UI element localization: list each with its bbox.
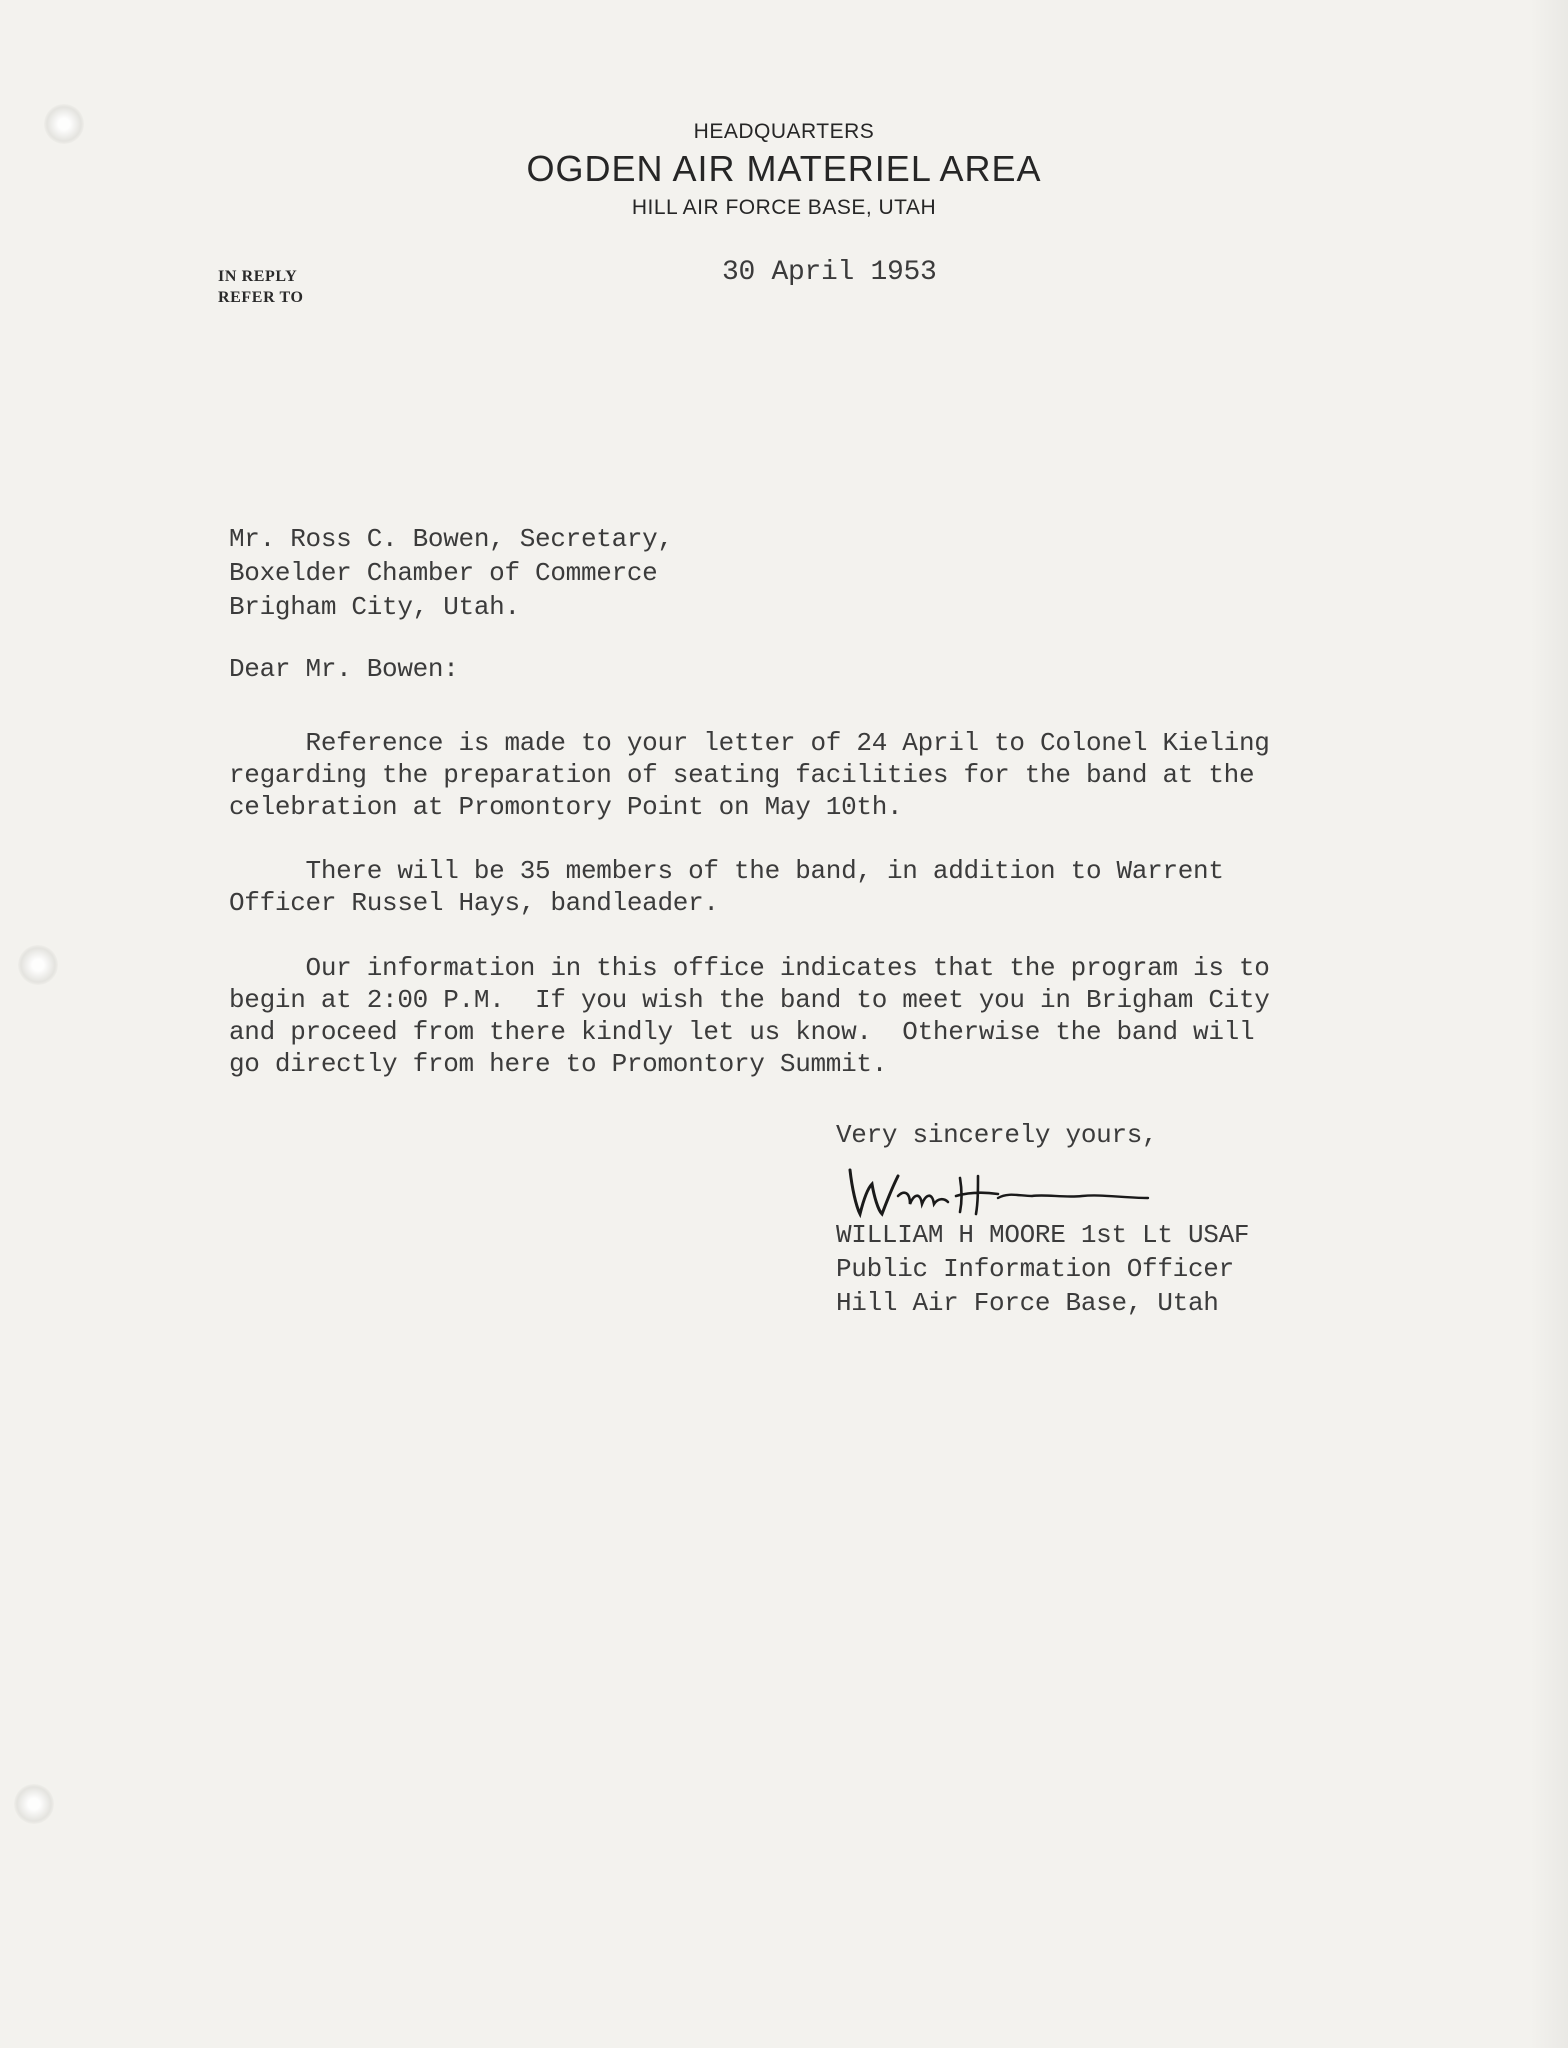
paragraph-line: and proceed from there kindly let us know. Otherwise the band will bbox=[229, 1017, 1255, 1047]
paragraph-2 bbox=[229, 855, 1224, 919]
letterhead-organization: OGDEN AIR MATERIEL AREA bbox=[526, 148, 1042, 189]
punch-mark bbox=[14, 1784, 54, 1824]
closing: Very sincerely yours, bbox=[836, 1120, 1158, 1150]
punch-mark bbox=[18, 945, 58, 985]
signature-block bbox=[836, 1218, 1249, 1320]
paragraph-line: Reference is made to your letter of 24 April to Colonel Kieling bbox=[229, 728, 1270, 758]
paragraph-3 bbox=[229, 952, 1270, 1080]
reply-line-1: IN REPLY bbox=[218, 268, 298, 285]
signer-title: Public Information Officer bbox=[836, 1254, 1234, 1284]
address-line: Mr. Ross C. Bowen, Secretary, bbox=[229, 524, 673, 554]
paragraph-line: Officer Russel Hays, bandleader. bbox=[229, 888, 719, 918]
reply-line-2: REFER TO bbox=[218, 289, 304, 306]
paragraph-line: begin at 2:00 P.M. If you wish the band to meet you in Brigham City bbox=[229, 985, 1270, 1015]
paragraph-line: There will be 35 members of the band, in addition to Warrent bbox=[229, 856, 1224, 886]
letterhead-headquarters: HEADQUARTERS bbox=[693, 120, 875, 143]
address-line: Boxelder Chamber of Commerce bbox=[229, 558, 658, 588]
paragraph-line: regarding the preparation of seating facilities for the band at the bbox=[229, 760, 1255, 790]
signer-name-rank: WILLIAM H MOORE 1st Lt USAF bbox=[836, 1220, 1250, 1250]
handwritten-signature bbox=[832, 1148, 1162, 1228]
address-line: Brigham City, Utah. bbox=[229, 592, 520, 622]
paragraph-line: go directly from here to Promontory Summit. bbox=[229, 1049, 888, 1079]
paragraph-line: celebration at Promontory Point on May 10th. bbox=[229, 792, 903, 822]
paragraph-line: Our information in this office indicates that the program is to bbox=[229, 953, 1270, 983]
letterhead-location: HILL AIR FORCE BASE, UTAH bbox=[631, 196, 937, 219]
recipient-address bbox=[229, 522, 673, 624]
letter-date: 30 April 1953 bbox=[722, 257, 937, 288]
reply-reference-label bbox=[218, 266, 304, 308]
paragraph-1 bbox=[229, 727, 1270, 823]
salutation: Dear Mr. Bowen: bbox=[229, 654, 459, 684]
signer-location: Hill Air Force Base, Utah bbox=[836, 1288, 1219, 1318]
